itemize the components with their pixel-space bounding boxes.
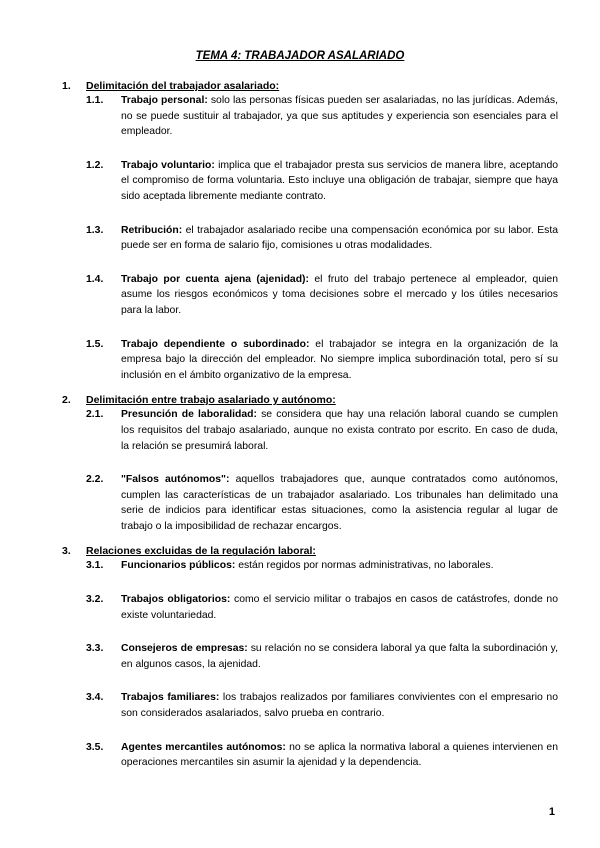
page-number: 1 xyxy=(548,806,555,818)
list-item xyxy=(86,158,558,205)
item-number: 3.3. xyxy=(86,643,104,655)
item-description: implica que el trabajador presta sus servicios de manera libre, aceptando el compromiso de forma voluntaria. Esto incluye una obligación de trabajar, siempre que haya sido aceptada libremente mediante contrato. xyxy=(121,159,559,202)
item-number: 3.1. xyxy=(86,560,104,572)
item-term: Consejeros de empresas: xyxy=(121,643,248,655)
section-3 xyxy=(62,544,558,770)
page-title: TEMA 4: TRABAJADOR ASALARIADO xyxy=(195,50,405,62)
section-2 xyxy=(62,393,558,534)
section-heading xyxy=(62,544,558,558)
item-term: Retribución: xyxy=(121,224,183,236)
item-number: 2.2. xyxy=(86,474,104,486)
item-description: su relación no se considera laboral ya que falta la subordinación y, en algunos casos, la ajenidad. xyxy=(121,643,558,670)
item-term: Trabajo dependiente o subordinado: xyxy=(121,338,310,350)
list-item xyxy=(86,690,558,721)
section-title: Relaciones excluidas de la regulación laboral: xyxy=(86,545,316,558)
item-description: los trabajos realizados por familiares convivientes con el empresario no son considerados asalariados, salvo prueba en contrario. xyxy=(121,692,558,720)
document-body xyxy=(62,79,558,781)
item-number: 3.4. xyxy=(86,692,104,704)
item-description: están regidos por normas administrativas, no laborales. xyxy=(235,560,494,572)
item-text xyxy=(121,223,558,254)
item-description: aquellos trabajadores que, aunque contratados como autónomos, cumplen las características de un trabajador asalariado. Los tribunales han delimitado una serie de indicios para identificar estas situaciones, como la asistencia regular al lugar de trabajo o la imposibilidad de rechazar encargos. xyxy=(121,474,559,532)
item-description: se considera que hay una relación laboral cuando se cumplen los requisitos del trabajo asalariado, aunque no exista contrato por escrito. En caso de duda, la relación se presumirá laboral. xyxy=(121,409,558,452)
item-term: Trabajo por cuenta ajena (ajenidad): xyxy=(121,273,309,285)
list-item xyxy=(86,93,558,140)
list-item xyxy=(86,472,558,534)
item-text xyxy=(121,93,558,140)
item-text xyxy=(121,472,558,534)
list-item xyxy=(86,740,558,771)
item-text xyxy=(121,690,558,721)
section-1 xyxy=(62,79,558,383)
item-description: como el servicio militar o trabajos en casos de catástrofes, donde no existe voluntariedad. xyxy=(121,594,558,621)
item-text xyxy=(121,641,558,672)
item-text xyxy=(121,592,558,623)
item-text xyxy=(121,740,558,771)
section-number: 2. xyxy=(62,394,71,407)
section-heading xyxy=(62,393,558,407)
item-description: el fruto del trabajo pertenece al empleador, quien asume los riesgos económicos y toma decisiones sobre el mercado y los útiles necesarios para la labor. xyxy=(121,273,558,316)
item-number: 3.5. xyxy=(86,741,104,753)
list-item xyxy=(86,272,558,319)
list-item xyxy=(86,641,558,672)
item-number: 1.1. xyxy=(86,95,104,106)
item-description: el trabajador se integra en la organización de la empresa bajo la dirección del empleador. No siempre implica subordinación total, pero sí su inclusión en el ámbito organizativo de la empresa. xyxy=(121,338,558,381)
section-heading xyxy=(62,79,558,93)
list-item xyxy=(86,592,558,623)
item-number: 1.4. xyxy=(86,273,104,285)
item-text xyxy=(121,337,558,384)
item-text xyxy=(121,407,558,454)
item-term: "Falsos autónomos": xyxy=(121,474,230,486)
item-term: Trabajos obligatorios: xyxy=(121,594,231,606)
item-number: 1.5. xyxy=(86,338,104,350)
item-term: Presunción de laboralidad: xyxy=(121,409,257,421)
item-term: Funcionarios públicos: xyxy=(121,560,236,572)
list-item xyxy=(86,407,558,454)
item-description: solo las personas físicas pueden ser asalariadas, no las jurídicas. Además, no se puede sustituir al trabajador, ya que sus aptitudes y experiencia son esenciales para el empleador. xyxy=(121,95,558,138)
list-item xyxy=(86,558,558,574)
section-number: 3. xyxy=(62,545,71,558)
item-text xyxy=(121,272,558,319)
item-description: el trabajador asalariado recibe una compensación económica por su labor. Esta puede ser en forma de salario fijo, comisiones u otras modalidades. xyxy=(121,224,558,252)
item-term: Agentes mercantiles autónomos: xyxy=(121,741,286,753)
list-item xyxy=(86,223,558,254)
item-number: 1.2. xyxy=(86,159,104,171)
item-text xyxy=(121,158,558,205)
section-title: Delimitación entre trabajo asalariado y autónomo: xyxy=(86,394,336,407)
item-description: no se aplica la normativa laboral a quienes intervienen en operaciones mercantiles sin asumir la ajenidad y la dependencia. xyxy=(121,741,558,769)
item-text xyxy=(121,558,558,574)
item-term: Trabajos familiares: xyxy=(121,692,220,704)
item-number: 1.3. xyxy=(86,224,104,236)
section-number: 1. xyxy=(62,80,71,92)
section-title: Delimitación del trabajador asalariado: xyxy=(86,80,280,92)
item-term: Trabajo voluntario: xyxy=(121,159,215,171)
item-number: 2.1. xyxy=(86,409,104,421)
item-number: 3.2. xyxy=(86,594,104,606)
item-term: Trabajo personal: xyxy=(121,95,208,106)
list-item xyxy=(86,337,558,384)
